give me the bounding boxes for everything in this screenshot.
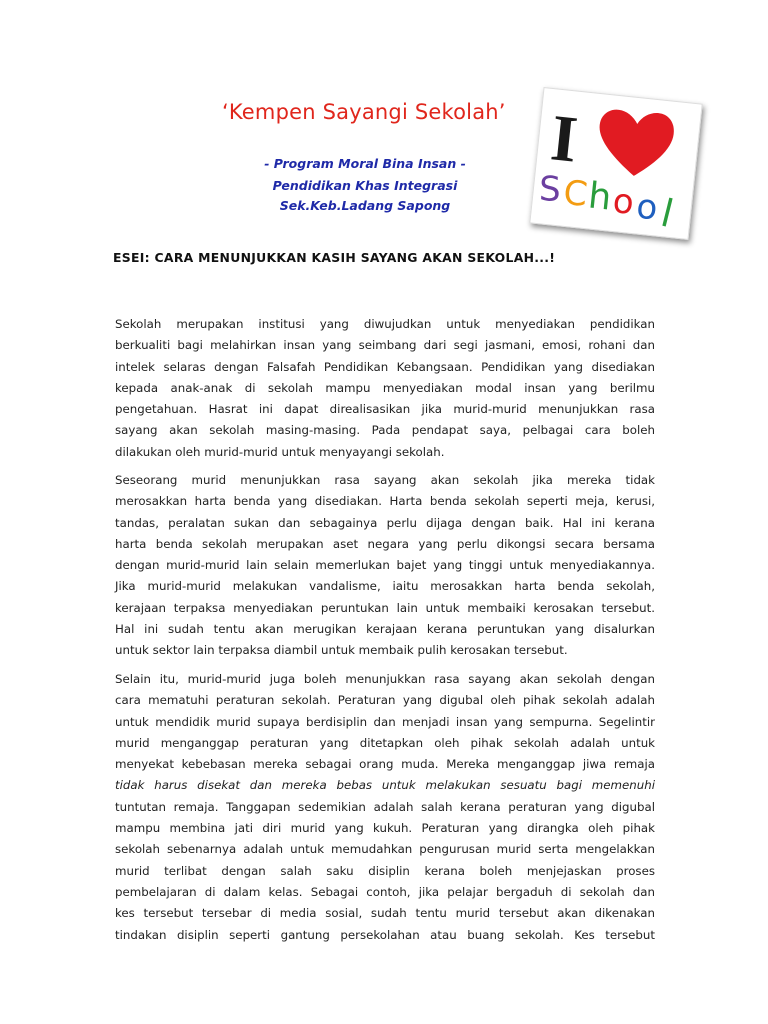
text-line: kepada anak-anak di sekolah mampu menyediakan modal insan yang berilmu (115, 380, 655, 395)
text-line: sayang akan sekolah masing-masing. Pada pendapat saya, pelbagai cara boleh (115, 423, 655, 438)
svg-text:S: S (538, 169, 562, 210)
essay-paragraph-3 (115, 669, 655, 946)
essay-paragraph-2 (115, 470, 655, 662)
subtitle-line-program: - Program Moral Bina Insan - (264, 156, 466, 171)
text-line: dilakukan oleh murid-murid untuk menyayangi sekolah. (115, 444, 445, 459)
i-love-school-icon (529, 87, 702, 240)
text-line: tuntutan remaja. Tanggapan sedemikian adalah salah kerana peraturan yang digubal (115, 799, 655, 814)
text-line: Seseorang murid menunjukkan rasa sayang akan sekolah jika mereka tidak (115, 473, 655, 487)
text-line: dengan murid-murid lain selain memerlukan bajet yang tinggi untuk menyediakannya. (115, 558, 655, 573)
text-line: murid terlibat dengan salah saku disiplin kerana boleh menjejaskan proses (115, 863, 655, 878)
essay-heading: ESEI: CARA MENUNJUKKAN KASIH SAYANG AKAN SEKOLAH...! (113, 250, 556, 265)
subtitle-line-school: Sek.Keb.Ladang Sapong (279, 198, 451, 213)
text-line: untuk mendidik murid supaya berdisiplin dan menjadi insan yang sempurna. Segelintir (115, 714, 655, 729)
text-line: Sekolah merupakan institusi yang diwujudkan untuk menyediakan pendidikan (115, 317, 655, 331)
text-line: Selain itu, murid-murid juga boleh menunjukkan rasa sayang akan sekolah dengan (115, 672, 655, 686)
subtitle-line-department: Pendidikan Khas Integrasi (272, 178, 458, 193)
text-line: mampu membina jati diri murid yang kukuh. Peraturan yang dirangka oleh pihak (115, 821, 655, 836)
text-line: tindakan disiplin seperti gantung persekolahan atau buang sekolah. Kes tersebut (115, 927, 655, 942)
svg-text:l: l (656, 190, 678, 237)
text-line: untuk sektor lain terpaksa diambil untuk membaik pulih kerosakan tersebut. (115, 643, 568, 658)
text-line: kes tersebut tersebar di media sosial, sudah tentu murid tersebut akan dikenakan (115, 906, 655, 921)
text-line: pembelajaran di dalam kelas. Sebagai contoh, jika pelajar bergaduh di sekolah dan (115, 884, 655, 899)
page-title: ‘Kempen Sayangi Sekolah’ (222, 100, 506, 124)
letter-i: I (547, 101, 581, 177)
heart-icon (595, 107, 676, 179)
text-line: cara mematuhi peraturan sekolah. Peraturan yang digubal oleh pihak sekolah adalah (115, 693, 655, 708)
text-line: kerajaan terpaksa menyediakan peruntukan lain untuk membaiki kerosakan tersebut. (115, 600, 655, 615)
essay-paragraph-1 (115, 314, 655, 463)
text-line: harta benda sekolah merupakan aset negara yang perlu dikongsi secara bersama (115, 536, 655, 551)
text-line: tandas, peralatan sukan dan sebagainya perlu dijaga dengan baik. Hal ini kerana (115, 515, 655, 530)
svg-text:C: C (561, 172, 590, 216)
text-line: merosakkan harta benda yang disediakan. Harta benda sekolah seperti meja, kerusi, (115, 494, 655, 509)
text-line: murid menganggap peraturan yang ditetapkan oleh pihak sekolah adalah untuk (115, 735, 655, 750)
text-line: intelek selaras dengan Falsafah Pendidikan Kebangsaan. Pendidikan yang disediakan (115, 359, 655, 374)
text-line: pengetahuan. Hasrat ini dapat direalisasikan jika murid-murid menunjukkan rasa (115, 402, 655, 417)
text-line: berkualiti bagi melahirkan insan yang seimbang dari segi jasmani, emosi, rohani dan (115, 338, 655, 353)
svg-text:o: o (610, 181, 636, 223)
text-line: Hal ini sudah tentu akan merugikan kerajaan kerana peruntukan yang disalurkan (115, 622, 655, 637)
text-line: Jika murid-murid melakukan vandalisme, iaitu merosakkan harta benda sekolah, (115, 579, 655, 594)
svg-text:o: o (634, 186, 660, 229)
svg-text:h: h (586, 175, 614, 219)
text-line: tidak harus disekat dan mereka bebas untuk melakukan sesuatu bagi memenuhi (115, 778, 655, 793)
text-line: sekolah sebenarnya adalah untuk memudahkan pengurusan murid serta mengelakkan (115, 842, 655, 857)
text-line: menyekat kebebasan mereka sebagai orang muda. Mereka menganggap jiwa remaja (115, 757, 655, 772)
